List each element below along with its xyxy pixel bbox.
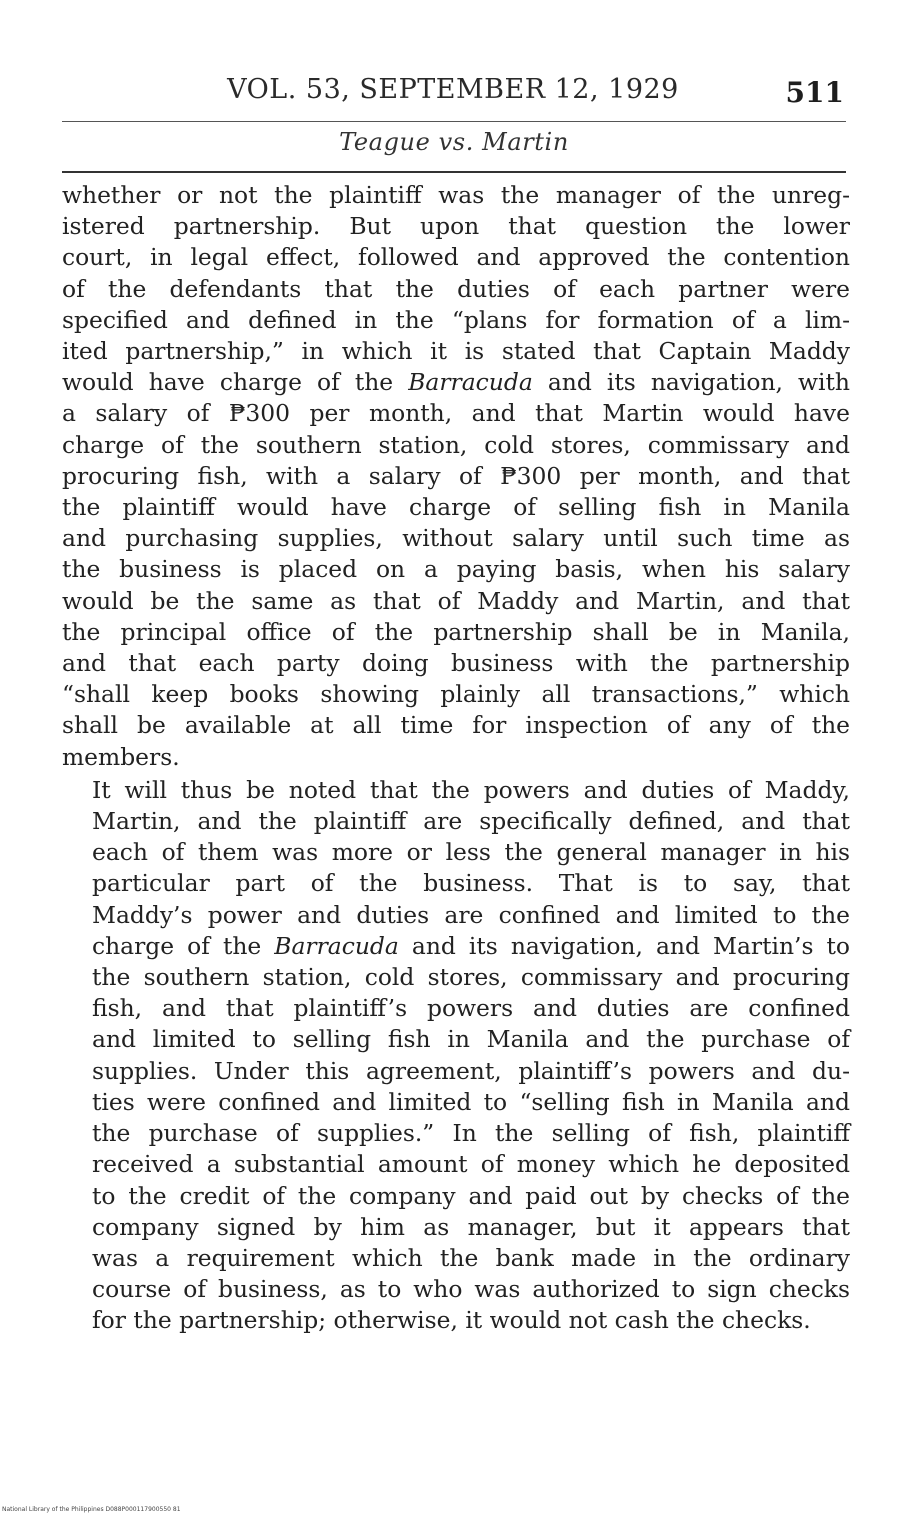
text-line: the principal office of the partnership shall be in Manila, [62,617,850,646]
text-line: the plaintiff would have charge of selling fish in Manila [62,493,850,522]
paragraph-1 [62,180,850,773]
text-segment: charge of the [92,931,275,960]
text-line: and that each party doing business with the partnership [62,649,850,678]
text-line: ties were confined and limited to “selling fish in Manila and [92,1087,850,1116]
text-line: each of them was more or less the general manager in his [92,838,850,867]
text-line: the business is placed on a paying basis, when his salary [62,555,850,584]
text-line [62,931,850,962]
text-line: the southern station, cold stores, commissary and procuring [92,963,850,992]
text-line [62,367,850,398]
text-line: Martin, and the plaintiff are specifically defined, and that [92,807,850,836]
text-line: “shall keep books showing plainly all transactions,” which [62,680,850,709]
text-line: supplies. Under this agreement, plaintiff’s powers and du- [92,1056,850,1085]
text-segment: would have charge of the [62,368,409,397]
page-number: 511 [785,76,844,109]
text-line: the purchase of supplies.” In the selling of fish, plaintiff [92,1119,850,1148]
vessel-name: Barracuda [274,931,399,960]
text-line: ited partnership,” in which it is stated that Captain Maddy [62,337,850,366]
text-line: and purchasing supplies, without salary until such time as [62,524,850,553]
text-line: and limited to selling fish in Manila and the purchase of [92,1025,850,1054]
text-line: istered partnership. But upon that question the lower [62,212,850,241]
text-line: of the defendants that the duties of each partner were [62,274,850,303]
vessel-name: Barracuda [408,368,533,397]
paragraph-2 [62,775,850,1337]
text-line: members. [62,742,180,771]
text-line: fish, and that plaintiff’s powers and duties are confined [92,994,850,1023]
text-line: whether or not the plaintiff was the manager of the unreg- [62,181,850,209]
running-head [62,74,844,114]
text-line: to the credit of the company and paid out by checks of the [92,1181,850,1210]
text-segment: and its navigation, with [532,368,850,397]
header-rule-bottom [62,171,846,173]
case-title: Teague vs. Martin [339,128,569,156]
text-line: charge of the southern station, cold stores, commissary and [62,430,850,459]
text-line: court, in legal effect, followed and approved the contention [62,243,850,272]
text-line: shall be available at all time for inspection of any of the [62,711,850,740]
text-line: was a requirement which the bank made in the ordinary [92,1243,850,1272]
body-text [62,180,850,1337]
text-line: a salary of ₱300 per month, and that Martin would have [62,399,850,428]
text-segment: and its navigation, and Martin’s to [398,931,850,960]
footer-source-note: National Library of the Philippines D088P000117900550 81 [2,1506,181,1513]
text-line: company signed by him as manager, but it appears that [92,1212,850,1241]
volume-date-line: VOL. 53, SEPTEMBER 12, 1929 [227,74,679,105]
text-line: received a substantial amount of money which he deposited [92,1150,850,1179]
header-rule-top [62,121,846,122]
text-line: procuring fish, with a salary of ₱300 per month, and that [62,461,850,490]
text-line: It will thus be noted that the powers and duties of Maddy, [92,775,850,804]
text-line: course of business, as to who was authorized to sign checks [92,1275,850,1304]
text-line: for the partnership; otherwise, it would not cash the checks. [92,1306,811,1335]
text-line: particular part of the business. That is to say, that [92,869,850,898]
text-line: would be the same as that of Maddy and Martin, and that [62,586,850,615]
text-line: specified and defined in the “plans for formation of a lim- [62,305,850,334]
text-line: Maddy’s power and duties are confined and limited to the [92,900,850,929]
